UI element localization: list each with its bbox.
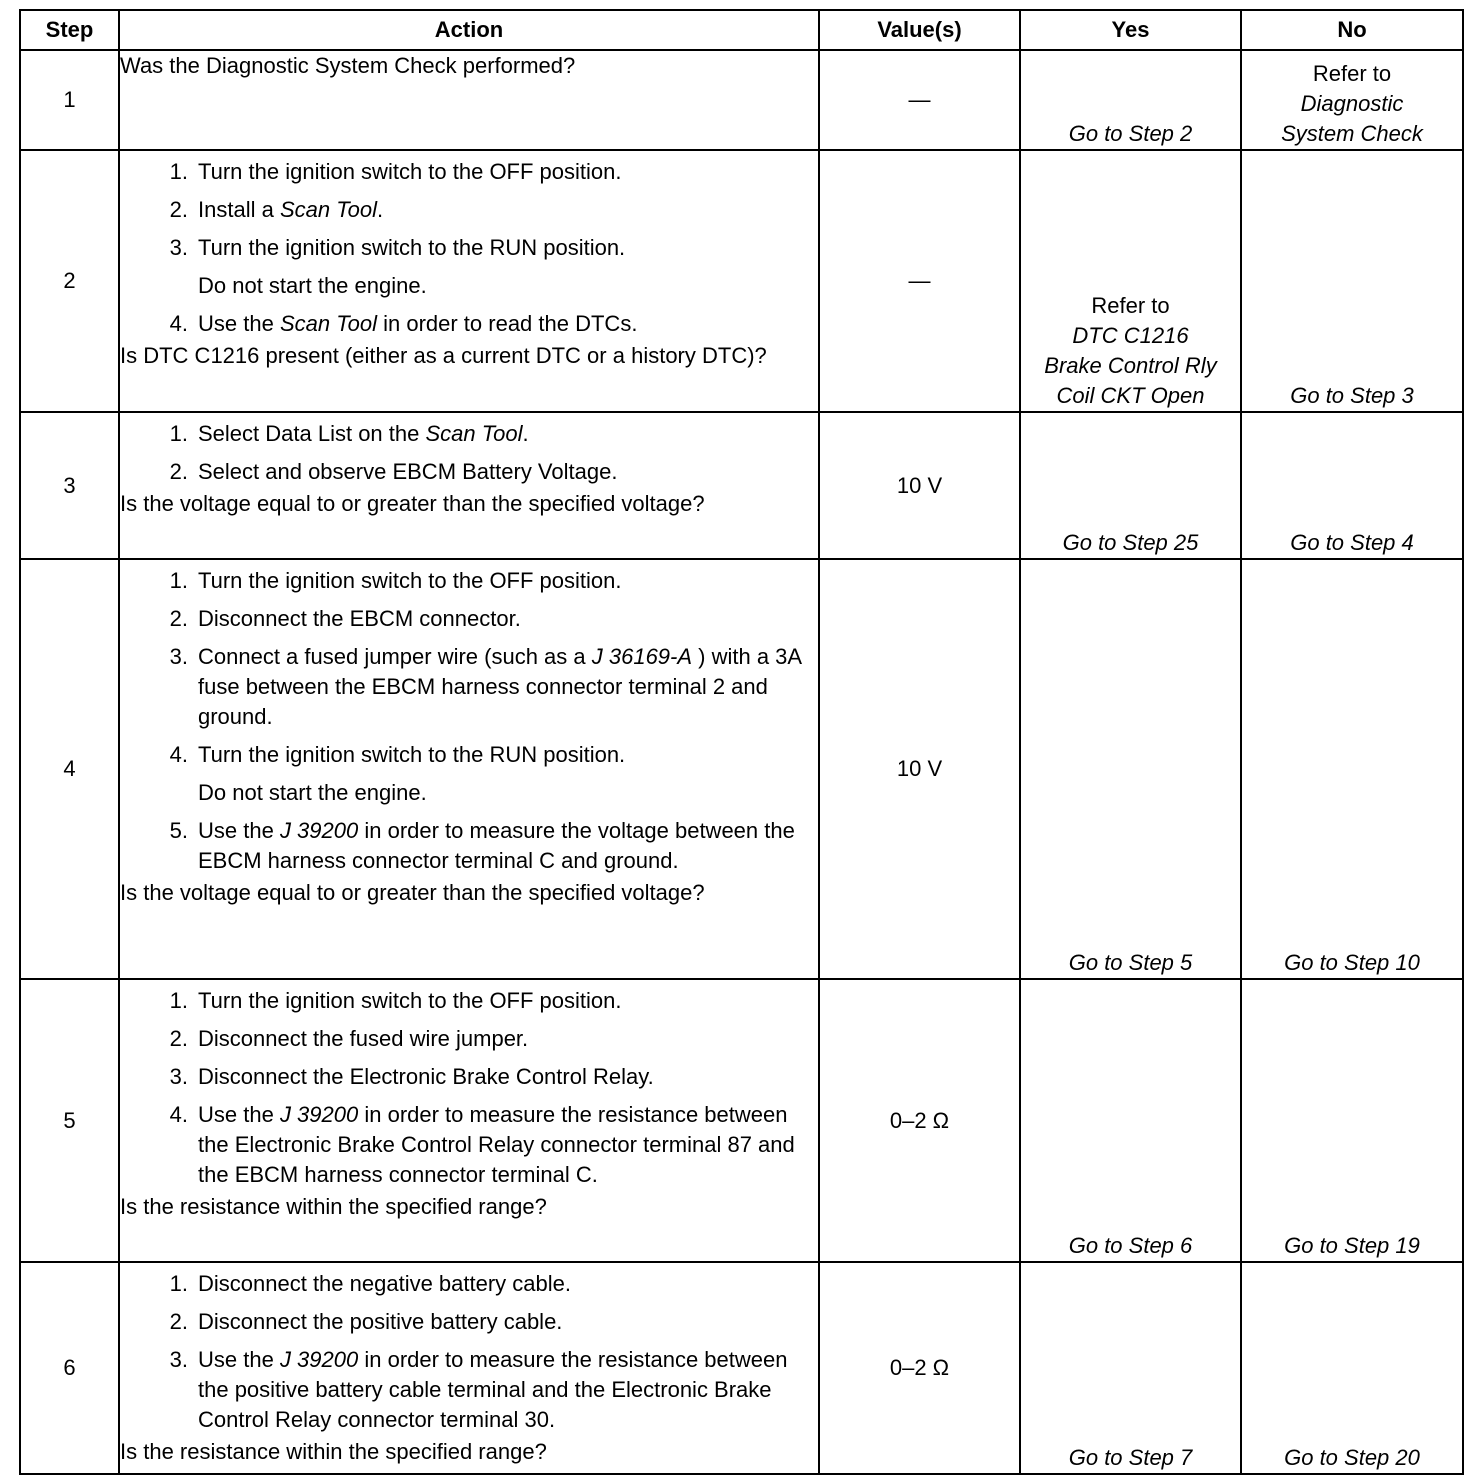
yes-link[interactable]: Coil CKT Open	[1056, 383, 1205, 408]
header-no: No	[1241, 10, 1463, 50]
no-link[interactable]: Go to Step 4	[1290, 530, 1414, 555]
step-number: 1	[20, 50, 119, 150]
no-link[interactable]: Go to Step 3	[1290, 383, 1414, 408]
action-question: Is the voltage equal to or greater than the specified voltage?	[120, 491, 705, 516]
action-list	[120, 157, 818, 339]
value-cell: 10 V	[819, 559, 1020, 979]
table-row-step-1	[20, 50, 1463, 150]
action-item: 2. Disconnect the positive battery cable.	[169, 1309, 563, 1334]
no-link[interactable]: Go to Step 10	[1284, 950, 1420, 975]
action-item: 3. Disconnect the Electronic Brake Control Relay.	[169, 1064, 654, 1089]
action-item: 1. Turn the ignition switch to the OFF position.	[169, 159, 622, 184]
no-cell	[1241, 50, 1463, 150]
table-row-step-3	[20, 412, 1463, 559]
table-row-step-4	[20, 559, 1463, 979]
action-item: 2. Select and observe EBCM Battery Voltage.	[169, 459, 618, 484]
table-row-step-6	[20, 1262, 1463, 1474]
yes-link[interactable]: Go to Step 5	[1068, 950, 1193, 975]
action-item: 2. Install a Scan Tool.	[169, 197, 384, 222]
step-number: 4	[20, 559, 119, 979]
no-link[interactable]: System Check	[1281, 121, 1423, 146]
action-item: 1. Turn the ignition switch to the OFF position.	[169, 568, 622, 593]
step-number: 3	[20, 412, 119, 559]
action-cell	[119, 412, 819, 559]
action-item: 4. Use the Scan Tool in order to read the DTCs.	[169, 311, 638, 336]
step-number: 2	[20, 150, 119, 412]
yes-link[interactable]: Brake Control Rly	[1044, 353, 1217, 378]
no-link[interactable]: Go to Step 19	[1284, 1233, 1420, 1258]
yes-link[interactable]: Go to Step 6	[1068, 1233, 1193, 1258]
action-question: Is the resistance within the specified range?	[120, 1439, 547, 1464]
value-cell: —	[819, 50, 1020, 150]
yes-cell	[1020, 50, 1241, 150]
yes-cell	[1020, 559, 1241, 979]
action-question: Is the voltage equal to or greater than the specified voltage?	[120, 880, 705, 905]
no-cell	[1241, 150, 1463, 412]
no-cell	[1241, 412, 1463, 559]
step-number: 5	[20, 979, 119, 1262]
yes-link[interactable]: Go to Step 25	[1062, 530, 1199, 555]
no-link[interactable]: Diagnostic	[1300, 91, 1404, 116]
value-cell: 0–2 Ω	[819, 979, 1020, 1262]
no-cell	[1241, 979, 1463, 1262]
action-list	[120, 1269, 818, 1435]
header-values: Value(s)	[819, 10, 1020, 50]
action-cell	[119, 979, 819, 1262]
step-number: 6	[20, 1262, 119, 1474]
action-item: 3. Turn the ignition switch to the RUN position. Do not start the engine.	[169, 235, 626, 298]
action-question: Was the Diagnostic System Check performed?	[120, 53, 576, 78]
action-cell	[119, 1262, 819, 1474]
action-list	[120, 566, 818, 876]
action-item: 1. Select Data List on the Scan Tool.	[169, 421, 529, 446]
action-item: 2. Disconnect the EBCM connector.	[169, 606, 521, 631]
value-cell: 0–2 Ω	[819, 1262, 1020, 1474]
diagnostic-table	[19, 9, 1464, 1475]
yes-link[interactable]: Go to Step 7	[1068, 1445, 1193, 1470]
yes-refer-text: Refer to	[1091, 293, 1170, 318]
table-row-step-5	[20, 979, 1463, 1262]
action-item: 3. Connect a fused jumper wire (such as a J 36169-A ) with a 3A fuse between the EBCM harness connector terminal 2 and ground.	[169, 644, 801, 729]
action-item: 5. Use the J 39200 in order to measure the voltage between the EBCM harness connector terminal C and ground.	[169, 818, 795, 873]
action-list	[120, 419, 818, 487]
yes-link[interactable]: DTC C1216	[1072, 323, 1189, 348]
header-yes: Yes	[1020, 10, 1241, 50]
action-question: Is DTC C1216 present (either as a current DTC or a history DTC)?	[120, 343, 767, 368]
action-item: 1. Turn the ignition switch to the OFF position.	[169, 988, 622, 1013]
no-link[interactable]: Go to Step 20	[1284, 1445, 1420, 1470]
action-cell	[119, 50, 819, 150]
action-item: 2. Disconnect the fused wire jumper.	[169, 1026, 529, 1051]
table-row-step-2	[20, 150, 1463, 412]
value-cell: —	[819, 150, 1020, 412]
action-item: 4. Turn the ignition switch to the RUN position. Do not start the engine.	[169, 742, 626, 805]
action-item: 4. Use the J 39200 in order to measure the resistance between the Electronic Brake Control Relay connector terminal 87 and the EBCM harness connector terminal C.	[169, 1102, 795, 1187]
no-refer-text: Refer to	[1312, 61, 1392, 86]
header-action: Action	[119, 10, 819, 50]
no-cell	[1241, 559, 1463, 979]
action-item: 3. Use the J 39200 in order to measure the resistance between the positive battery cable terminal and the Electronic Brake Control Relay connector terminal 30.	[169, 1347, 788, 1432]
yes-cell	[1020, 1262, 1241, 1474]
action-cell	[119, 150, 819, 412]
action-list	[120, 986, 818, 1190]
action-item: 1. Disconnect the negative battery cable.	[169, 1271, 572, 1296]
value-cell: 10 V	[819, 412, 1020, 559]
action-cell	[119, 559, 819, 979]
action-question: Is the resistance within the specified range?	[120, 1194, 547, 1219]
header-row	[20, 10, 1463, 50]
yes-cell	[1020, 979, 1241, 1262]
yes-cell	[1020, 150, 1241, 412]
yes-cell	[1020, 412, 1241, 559]
yes-link[interactable]: Go to Step 2	[1068, 121, 1193, 146]
header-step: Step	[20, 10, 119, 50]
no-cell	[1241, 1262, 1463, 1474]
